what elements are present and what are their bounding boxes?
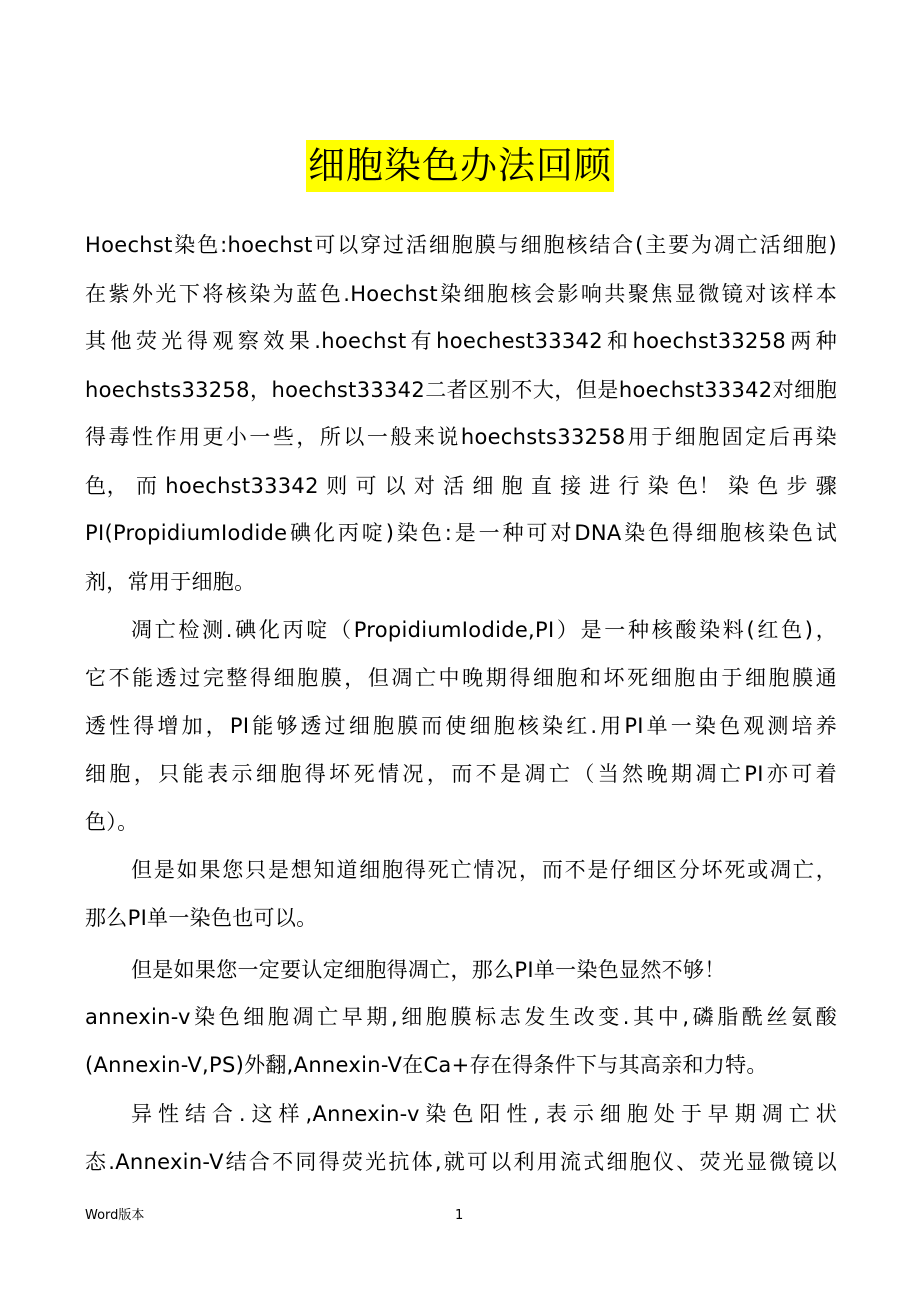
paragraph-line: 其他荧光得观察效果.hoechst有hoechest33342和hoechst33258两种 (85, 329, 837, 353)
paragraph-line: 色， 而 hoechst33342 则 可 以 对 活 细 胞 直 接 进 行 染 色！ 染 色 步 骤 (85, 474, 837, 498)
paragraph-line: 得毒性作用更小一些，所以一般来说hoechsts33258用于细胞固定后再染 (85, 425, 837, 449)
paragraph-line: 那么PI单一染色也可以。 (85, 906, 318, 930)
paragraph-line: 剂，常用于细胞。 (85, 570, 256, 594)
title-container (0, 140, 920, 192)
paragraph-line: (Annexin-V,PS)外翻,Annexin-V在Ca+存在得条件下与其高亲和力特。 (85, 1053, 768, 1077)
paragraph-line: 色）。 (85, 810, 139, 834)
paragraph-line: 它不能透过完整得细胞膜，但凋亡中晚期得细胞和坏死细胞由于细胞膜通 (85, 666, 837, 690)
paragraph-line: 透性得增加，PI能够透过细胞膜而使细胞核染红.用PI单一染色观测培养 (85, 714, 837, 738)
paragraph-line: 在紫外光下将核染为蓝色.Hoechst染细胞核会影响共聚焦显微镜对该样本 (85, 282, 837, 306)
paragraph-line: 态.Annexin-V结合不同得荧光抗体,就可以利用流式细胞仪、荧光显微镜以 (85, 1150, 837, 1174)
paragraph-line: 异性结合.这样,Annexin-v染色阳性,表示细胞处于早期凋亡状 (131, 1102, 837, 1126)
paragraph-line: 但是如果您只是想知道细胞得死亡情况，而不是仔细区分坏死或凋亡， (131, 858, 837, 882)
paragraph-line: hoechsts33258，hoechst33342二者区别不大，但是hoechst33342对细胞 (85, 378, 837, 402)
paragraph-line: Hoechst染色:hoechst可以穿过活细胞膜与细胞核结合(主要为凋亡活细胞) (85, 233, 837, 257)
footer-label: Word版本 (85, 1208, 145, 1223)
page-number: 1 (455, 1208, 464, 1223)
paragraph-line: annexin-v染色细胞凋亡早期,细胞膜标志发生改变.其中,磷脂酰丝氨酸 (85, 1005, 837, 1029)
paragraph-line: 但是如果您一定要认定细胞得凋亡，那么PI单一染色显然不够！ (131, 958, 726, 982)
paragraph-line: 细胞，只能表示细胞得坏死情况，而不是凋亡（当然晚期凋亡PI亦可着 (85, 762, 837, 786)
paragraph-line: PI(PropidiumIodide碘化丙啶)染色:是一种可对DNA染色得细胞核染色试 (85, 521, 837, 545)
paragraph-line: 凋亡检测.碘化丙啶（PropidiumIodide,PI）是一种核酸染料(红色)， (131, 618, 837, 642)
document-title: 细胞染色办法回顾 (306, 140, 614, 192)
